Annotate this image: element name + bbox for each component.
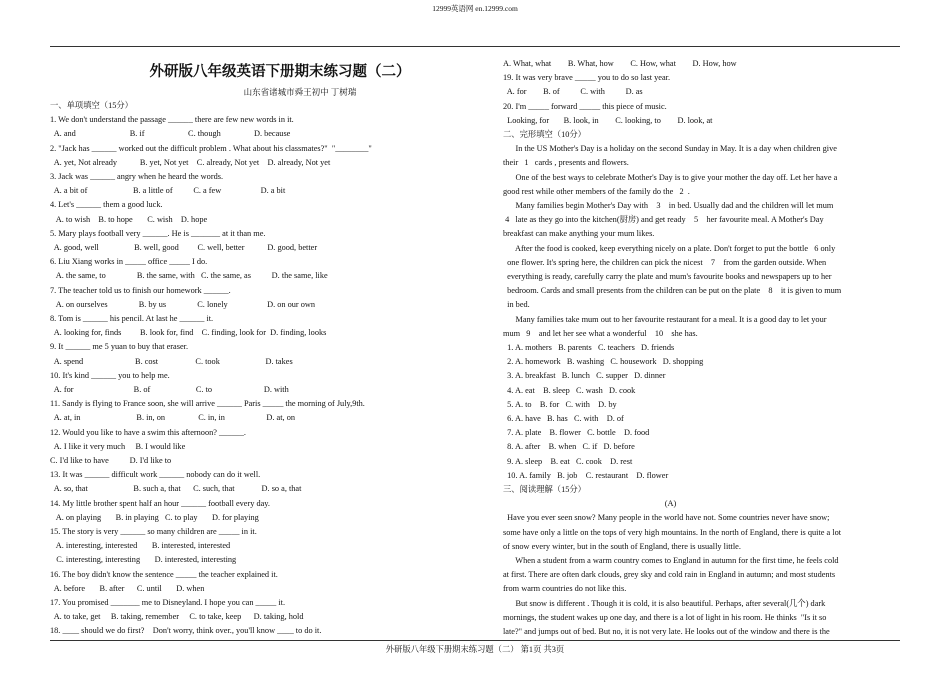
header-rule	[50, 46, 900, 47]
right-line: one flower. It's spring here, the children can pick the nicest 7 from the garden outside. When	[503, 257, 827, 267]
left-line: A. and B. if C. though D. because	[50, 129, 291, 139]
left-line: A. for B. of C. to D. with	[50, 385, 289, 394]
page-header: 12999英语网 en.12999.com	[432, 4, 518, 13]
left-line: C. I'd like to have D. I'd like to	[50, 456, 172, 465]
right-line: 9. A. sleep B. eat C. cook D. rest	[503, 456, 633, 466]
left-line: A. so, that B. such a, that C. such, that D. so a, that	[50, 484, 302, 494]
right-line: Have you ever seen snow? Many people in the world have not. Some countries never have snow;	[503, 513, 830, 523]
right-line: Many families begin Mother's Day with 3 in bed. Usually dad and the children will let mum	[503, 201, 834, 210]
right-line: One of the best ways to celebrate Mother's Day is to give your mother the day off. Let her have a	[503, 172, 838, 182]
right-line: When a student from a warm country comes to England in autumn for the first time, he feels cold	[503, 556, 839, 565]
page-footer: 外研版八年级下册期末练习题（二） 第1页 共3页	[385, 645, 565, 654]
footer-rule	[50, 640, 900, 641]
document-title: 外研版八年级英语下册期末练习题（二）	[149, 64, 411, 80]
left-line: 11. Sandy is flying to France soon, she will arrive ______ Paris _____ the morning of July,9th.	[50, 399, 365, 409]
left-line: A. to wish B. to hope C. wish D. hope	[50, 214, 208, 224]
left-line: 15. The story is very ______ so many children are _____ in it.	[50, 527, 257, 536]
left-line: A. to take, get B. taking, remember C. to take, keep D. taking, hold	[50, 612, 304, 622]
author-line: 山东省诸城市舜王初中 丁树瑞	[243, 87, 357, 97]
right-line: mornings, the student wakes up one day, and there is a lot of light in his room. He thinks "Is it so	[503, 612, 827, 622]
right-line: After the food is cooked, keep everything nicely on a plate. Don't forget to put the bottle 6 only	[503, 243, 836, 253]
left-line: A. a bit of B. a little of C. a few D. a bit	[50, 186, 286, 196]
left-line: A. yet, Not already B. yet, Not yet C. already, Not yet D. already, Not yet	[50, 157, 331, 167]
right-line: 19. It was very brave _____ you to do so last year.	[503, 73, 671, 83]
right-line: 7. A. plate B. flower C. bottle D. food	[503, 428, 650, 438]
right-line: 5. A. to B. for C. with D. by	[503, 399, 617, 409]
left-line: 4. Let's ______ them a good luck.	[50, 200, 163, 210]
right-line: breakfast can make anything your mum likes.	[503, 229, 655, 239]
left-line: 3. Jack was ______ angry when he heard the words.	[50, 172, 224, 181]
right-line: everything is ready, carefully carry the plate and mum's favourite books and newspapers up to her	[503, 272, 832, 281]
left-line: 1. We don't understand the passage ______ there are few new words in it.	[50, 115, 294, 125]
right-line: A. What, what B. What, how C. How, what D. How, how	[503, 59, 737, 68]
right-line: 3. A. breakfast B. lunch C. supper D. dinner	[503, 371, 666, 381]
left-line: 5. Mary plays football very ______. He is _______ at it than me.	[50, 228, 266, 238]
right-line: some have only a little on the tops of very high mountains. In the north of England, there is quite a lot	[503, 527, 842, 537]
right-line: 4 late as they go into the kitchen(厨房) and get ready 5 her favourite meal. A Mother's Day	[503, 215, 824, 225]
right-line: Looking, for B. look, in C. looking, to D. look, at	[503, 115, 713, 125]
left-line: 16. The boy didn't know the sentence _____ the teacher explained it.	[50, 569, 278, 579]
right-line: 二、完形填空（10分）	[503, 130, 586, 139]
right-line: 8. A. after B. when C. if D. before	[503, 442, 635, 452]
left-line: 13. It was ______ difficult work ______ nobody can do it well.	[50, 470, 261, 480]
left-line: 12. Would you like to have a swim this afternoon? ______.	[50, 427, 246, 437]
right-line: mum 9 and let her see what a wonderful 10 she has.	[503, 328, 698, 338]
left-line: 14. My little brother spent half an hour ______ football every day.	[50, 498, 270, 508]
left-line: 17. You promised _______ me to Disneyland. I hope you can _____ it.	[50, 598, 286, 607]
left-line: C. interesting, interesting D. interested, interesting	[50, 555, 237, 565]
right-line: 4. A. eat B. sleep C. wash D. cook	[503, 385, 636, 395]
right-line: In the US Mother's Day is a holiday on the second Sunday in May. It is a day when children give	[503, 144, 837, 154]
right-line: But snow is different . Though it is cold, it is also beautiful. Perhaps, after several(几个) dark	[503, 598, 826, 608]
left-line: 2. "Jack has ______ worked out the difficult problem . What about his classmates?" "________"	[50, 143, 372, 153]
right-line: 6. A. have B. has C. with D. of	[503, 414, 624, 423]
left-line: A. spend B. cost C. took D. takes	[50, 356, 293, 366]
right-line: (A)	[503, 499, 677, 509]
left-line: A. at, in B. in, on C. in, in D. at, on	[50, 413, 295, 423]
left-line: A. I like it very much B. I would like	[50, 441, 186, 451]
left-line: 7. The teacher told us to finish our homework ______.	[50, 285, 231, 295]
right-line: A. for B. of C. with D. as	[503, 87, 643, 97]
right-line: good rest while other members of the family do the 2 .	[503, 186, 690, 196]
left-line: 9. It ______ me 5 yuan to buy that eraser.	[50, 342, 189, 352]
left-line: A. before B. after C. until D. when	[50, 583, 205, 593]
right-line: at first. There are often dark clouds, grey sky and cold rain in England in autumn; and most students	[503, 570, 836, 580]
right-line: 10. A. family B. job C. restaurant D. flower	[503, 470, 669, 480]
right-line: Many families take mum out to her favourite restaurant for a meal. It is a good day to let your	[503, 314, 827, 324]
right-line: 20. I'm _____ forward _____ this piece of music.	[503, 101, 667, 111]
right-line: bedroom. Cards and small presents from the children can be put on the plate 8 it is given to mum	[503, 286, 842, 296]
left-line: A. good, well B. well, good C. well, better D. good, better	[50, 243, 318, 252]
left-line: 6. Liu Xiang works in _____ office _____ I do.	[50, 257, 208, 267]
right-line: their 1 cards , presents and flowers.	[503, 158, 629, 168]
left-line: A. looking for, finds B. look for, find C. finding, look for D. finding, looks	[50, 328, 327, 338]
right-line: late?" and jumps out of bed. But no, it is not very late. He looks out of the window and there is the	[503, 627, 830, 636]
left-line: A. on playing B. in playing C. to play D. for playing	[50, 512, 259, 522]
left-line: 10. It's kind ______ you to help me.	[50, 370, 170, 380]
right-line: from warm countries do not like this.	[503, 584, 627, 594]
right-line: 2. A. homework B. washing C. housework D. shopping	[503, 357, 704, 367]
right-line: in bed.	[503, 300, 530, 310]
left-line: A. interesting, interested B. interested, interested	[50, 541, 231, 551]
left-line: 一、单项填空（15分）	[50, 101, 133, 110]
left-line: A. on ourselves B. by us C. lonely D. on our own	[50, 299, 316, 309]
left-line: A. the same, to B. the same, with C. the same, as D. the same, like	[50, 271, 328, 281]
left-line: 18. ____ should we do first? Don't worry, think over., you'll know ____ to do it.	[50, 626, 322, 636]
right-line: 1. A. mothers B. parents C. teachers D. friends	[503, 343, 675, 352]
right-line: 三、阅读理解（15分）	[503, 485, 586, 494]
left-line: 8. Tom is ______ his pencil. At last he ______ it.	[50, 314, 214, 323]
right-line: of snow every winter, but in the south of England, there is usually little.	[503, 541, 741, 551]
